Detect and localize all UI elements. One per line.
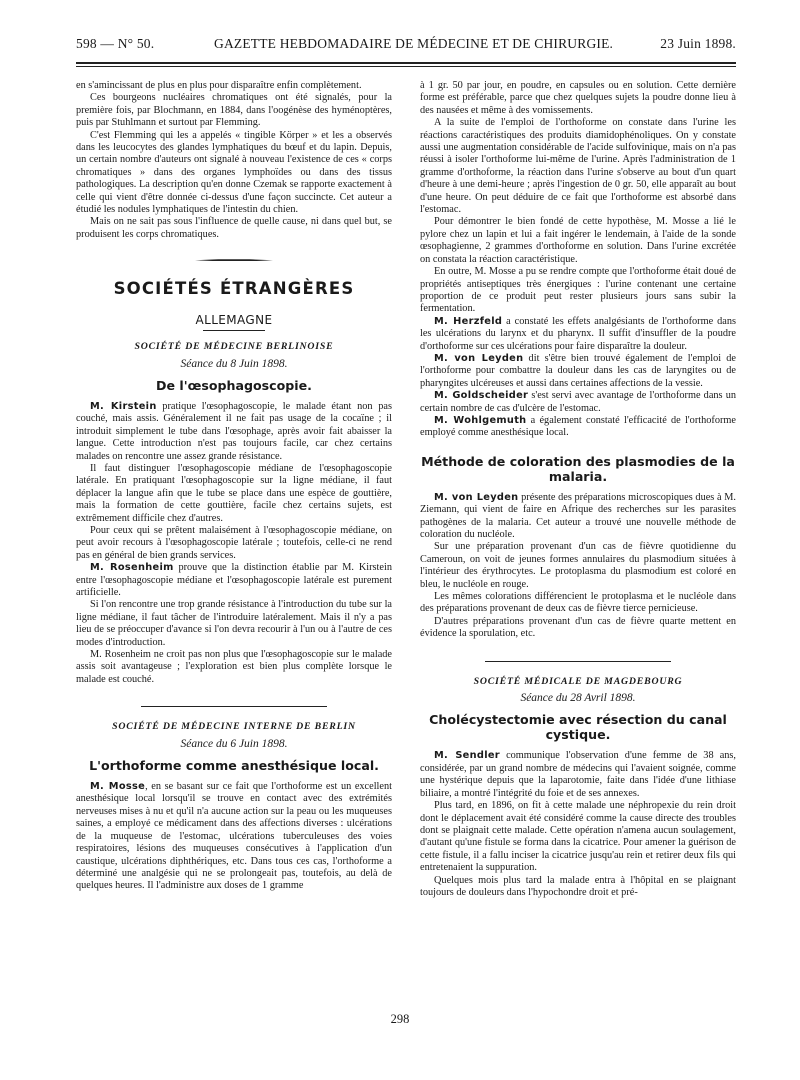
paragraph: M. Goldscheider s'est servi avec avantage de l'orthoforme dans un certain nombre de cas d'ulcère de l'estomac. (420, 390, 736, 414)
short-rule (203, 330, 265, 331)
paragraph: M. Herzfeld a constaté les effets analgésiants de l'orthoforme dans les ulcérations du larynx et du pharynx. Il suffit d'insuffler de la poudre d'orthoforme sur ces ulcérations pour faire disparaître la douleur. (420, 315, 736, 352)
country-heading: ALLEMAGNE (195, 312, 273, 327)
paragraph: Les mêmes colorations différencient le protoplasma et le nucléole dans des préparations provenant de deux cas de fièvre tierce pernicieuse. (420, 591, 736, 615)
session-date: Séance du 8 Juin 1898. (180, 357, 288, 370)
speaker-name: M. Kirstein (90, 400, 157, 412)
paragraph: Pour démontrer le bien fondé de cette hypothèse, M. Mosse a lié le pylore chez un lapin et lui a fait ingérer le lendemain, à l'aide de la sonde œsophagienne, 2 grammes d'orthoforme en solution. Dans l'urine excrétée on constata la réaction caractéristique. (420, 216, 736, 265)
paragraph: Il faut distinguer l'œsophagoscopie médiane de l'œsophagoscopie latérale. En pratiquant l'œsophagoscopie sur la ligne médiane, il faut déplacer la langue afin que le tube se place dans une espèce de gouttière, mais la formation de cette gouttière, facile chez certains sujets, est extrêmement difficile chez d'autres. (76, 462, 392, 524)
paragraph: Plus tard, en 1896, on fit à cette malade une néphropexie du rein droit dont le déplacement avait été considéré comme la cause directe des troubles dont se plaignait cette malade. Cette opération n'amena aucun soulagement, d'autant qu'une fistule se forma dans la cicatrice. Pour amener la guérison de cette fistule, il a fallu inciser la cicatrice jusqu'au rein et retirer deux fils qui entretenaient la suppuration. (420, 800, 736, 874)
society-name: SOCIÉTÉ DE MÉDECINE BERLINOISE (134, 341, 334, 353)
paragraph: Si l'on rencontre une trop grande résistance à l'introduction du tube sur la ligne médiane, il faut tâcher de l'introduire latéralement. Mais il n'y a pas lieu de se préoccuper d'avance si l'on devra recourir à l'un ou à l'autre de ces modes d'introduction. (76, 599, 392, 648)
ornamental-separator (195, 258, 273, 262)
speaker-name: M. Herzfeld (434, 315, 503, 327)
section-divider (485, 661, 671, 662)
paragraph: M. Mosse, en se basant sur ce fait que l'orthoforme est un excellent anesthésique local lorsqu'il se trouve en contact avec des extrémités nerveuses mises à nu et qu'il n'a aucune action sur la peau ou les muqueuses saines, a employé ce médicament dans des affections diverses : ulcérations de la muqueuse de l'estomac, ulcérations tuberculeuses des voies respiratoires, lésions des muqueuses consécutives à l'application d'un caustique, ulcérations diphthériques, etc. Dans tous ces cas, l'orthoforme a déterminé une analgésie qui ne se prolongeait pas, toutefois, au delà de quelques heures. Il l'administre aux doses de 1 gramme (76, 781, 392, 892)
paragraph: M. Sendler communique l'observation d'une femme de 38 ans, considérée, par un grand nombre de médecins qui l'avaient soignée, comme une hystérique depuis que la laparotomie, faite dans l'idée d'une lithiase biliaire, a montré l'intégrité du foie et de ses annexes. (420, 750, 737, 799)
paragraph: Quelques mois plus tard la malade entra à l'hôpital en se plaignant toujours de douleurs dans l'hypochondre droit et pré- (420, 874, 736, 898)
paragraph: M. von Leyden présente des préparations microscopiques dues à M. Ziemann, qui vient de faire en Afrique des recherches sur les parasites pathogènes de la malaria. Cet auteur a trouvé une nouvelle méthode de coloration du nucléole. (420, 491, 736, 540)
paragraph: M. Rosenheim ne croit pas non plus que l'œsophagoscopie sur le malade assis soit avantageuse ; l'exploration est bien plus complète lorsque le malade est couché. (76, 649, 392, 685)
article-title: Méthode de coloration des plasmodies de la malaria. (421, 453, 735, 484)
speaker-name: M. von Leyden (434, 352, 524, 364)
session-date: Séance du 6 Juin 1898. (180, 737, 288, 750)
speaker-name: M. Goldscheider (434, 390, 529, 402)
article-title: L'orthoforme comme anesthésique local. (89, 758, 379, 774)
paragraph: en s'amincissant de plus en plus pour disparaître enfin complètement. (76, 80, 362, 91)
page-number: 298 (390, 1012, 410, 1026)
paragraph: En outre, M. Mosse a pu se rendre compte que l'orthoforme était doué de propriétés antiseptiques très énergiques : l'urine contenant une certaine proportion de ce produit peut rester plusieurs jours sans subir la fermentation. (420, 266, 736, 315)
speaker-name: M. Sendler (434, 750, 500, 762)
article-title: Cholécystectomie avec résection du canal cystique. (429, 712, 727, 743)
section-title: SOCIÉTÉS ÉTRANGÈRES (113, 279, 355, 299)
paragraph: A la suite de l'emploi de l'orthoforme on constate dans l'urine les réactions caractéristiques des produits diamidophénoliques. On y constate aussi une augmentation considérable de l'acide sulfovinique, mais on n'a pas réussi à isoler l'orthoforme lui-même de l'urine. Après l'administration de 1 gramme d'orthoforme, la réaction dans l'urine s'observe au bout d'un quart d'heure à une demi-heure ; après l'ingestion de 0 gr. 50, elle apparaît au bout d'une heure. On peut déduire de ce fait que l'orthoforme est absorbé dans l'estomac. (420, 117, 736, 216)
speaker-name: M. Mosse (90, 781, 146, 793)
speaker-name: M. von Leyden (434, 491, 519, 503)
article-title: De l'œsophagoscopie. (156, 377, 312, 393)
paragraph: Mais on ne sait pas sous l'influence de quelle cause, ni dans quel but, se produisent les corps chromatiques. (76, 216, 392, 240)
paragraph: à 1 gr. 50 par jour, en poudre, en capsules ou en solution. Cette dernière forme est préférable, parce que chez quelques sujets la poudre donne lieu à des nausées et même à des vomissements. (420, 80, 736, 116)
section-divider (141, 706, 327, 707)
paragraph: M. Wohlgemuth a également constaté l'efficacité de l'orthoforme employé comme anesthésique local. (420, 414, 736, 439)
paragraph: M. Rosenheim prouve que la distinction établie par M. Kirstein entre l'œsophagoscopie médiane et l'œsophagoscopie latérale est purement artificielle. (76, 562, 392, 598)
issue-date: 23 Juin 1898. (660, 36, 736, 51)
issue-number: 598 — N° 50. (76, 36, 155, 51)
left-column (76, 80, 392, 893)
header-rule-thin (76, 66, 736, 67)
society-name: SOCIÉTÉ MÉDICALE DE MAGDEBOURG (473, 675, 683, 687)
paragraph: M. Kirstein pratique l'œsophagoscopie, le malade étant non pas couché, mais assis. Généralement il ne fait pas usage de la cocaïne ; il introduit simplement le tube dans l'œsophage, après avoir fait abaisser la langue. Cette introduction n'est pas toujours facile, car chez certains malades on rencontre une assez grande résistance. (76, 400, 392, 462)
running-header (76, 36, 736, 60)
right-column (420, 80, 736, 899)
paragraph: M. von Leyden dit s'être bien trouvé également de l'emploi de l'orthoforme pour combattre la douleur dans les cas de laryngites ou de pharyngites ulcéreuses et aussi dans certaines affections de la vessie. (420, 352, 736, 389)
speaker-name: M. Wohlgemuth (434, 414, 527, 426)
paragraph: C'est Flemming qui les a appelés « tingible Körper » et les a observés dans les leucocytes des glandes lymphatiques du bœuf et du lapin. Depuis, un certain nombre d'auteurs ont signalé à nouveau l'existence de ces « corps chromatiques » dans des organes lymphoïdes ou dans des tissus pathologiques. La description qu'en donne Czemak se rapporte exactement à celle qui vient d'être donnée ci-dessus d'une façon succincte. Cet auteur a étudié les nodules lymphatiques de l'intestin du chien. (76, 129, 392, 216)
speaker-name: M. Rosenheim (90, 562, 174, 574)
session-date: Séance du 28 Avril 1898. (520, 692, 636, 705)
header-rule-thick (76, 62, 736, 64)
paragraph: Sur une préparation provenant d'un cas de fièvre quotidienne du Cameroun, on voit de jeunes formes annulaires du plasmodium situées à l'intérieur des érythrocytes. Le protoplasma du plasmodium est coloré en bleu, le nucléole en rouge. (420, 541, 736, 590)
paragraph: D'autres préparations provenant d'un cas de fièvre quarte mettent en évidence la sporulation, etc. (420, 615, 736, 640)
journal-title: GAZETTE HEBDOMADAIRE DE MÉDECINE ET DE CHIRURGIE. (214, 36, 614, 51)
paragraph: Ces bourgeons nucléaires chromatiques ont été signalés, pour la première fois, par Blochmann, en 1884, dans l'oogénèse des hyménoptères, puis par Stuhlmann et surtout par Flemming. (76, 92, 392, 129)
paragraph: Pour ceux qui se prêtent malaisément à l'œsophagoscopie médiane, on peut avoir recours à l'œsophagoscopie latérale ; toutefois, celle-ci ne rend pas en général de bien grands services. (76, 524, 392, 561)
society-name: SOCIÉTÉ DE MÉDECINE INTERNE DE BERLIN (112, 721, 356, 733)
